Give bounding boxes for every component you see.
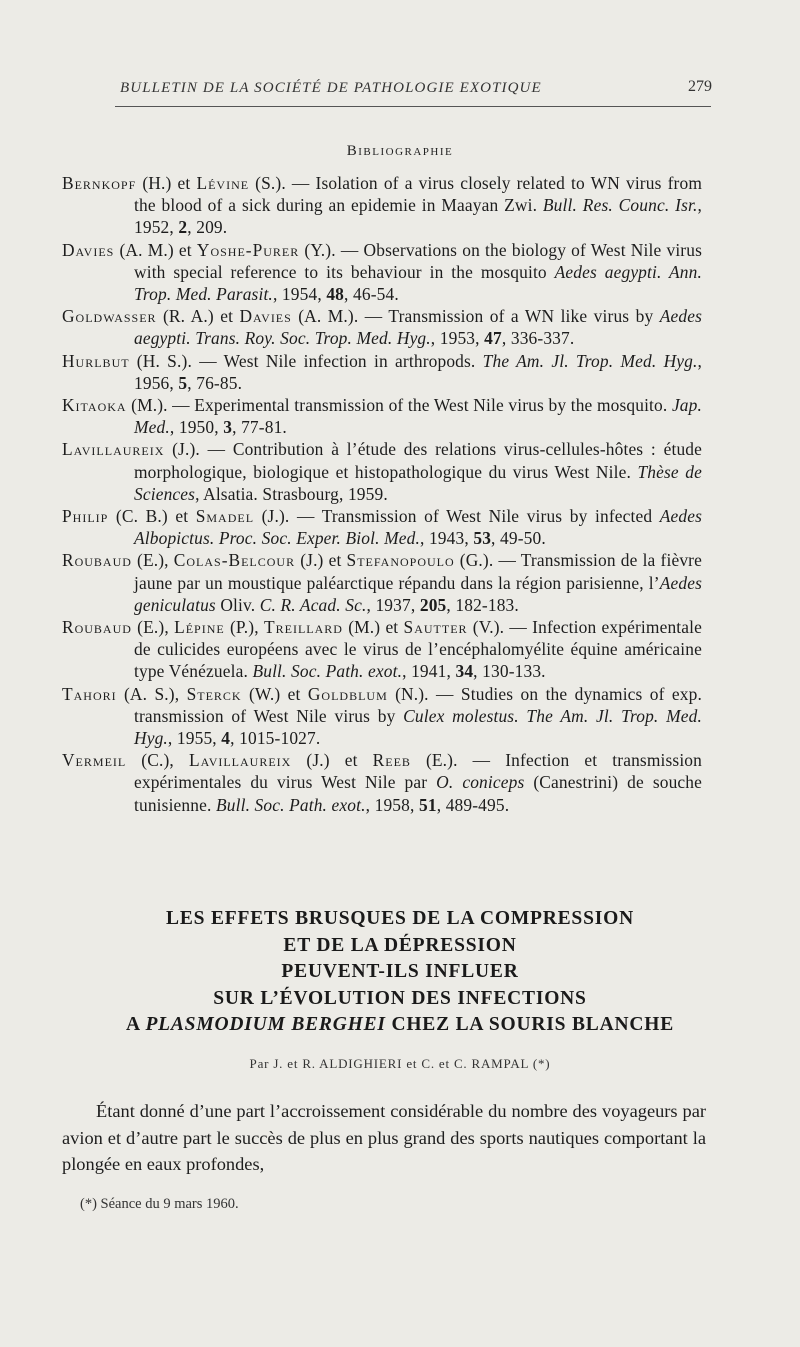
reference-text: , 1958, xyxy=(365,794,419,815)
page-range: , 76-85. xyxy=(187,372,243,393)
reference-text: — Infection et transmission expérimentales du virus West Nile par xyxy=(134,750,703,793)
author-initials: (N.). xyxy=(387,683,429,704)
journal-title: Thèse de Sciences xyxy=(134,461,702,504)
volume-number: 53 xyxy=(473,528,492,549)
journal-title: Aedes Albopictus. Proc. Soc. Exper. Biol. Med. xyxy=(134,506,703,549)
author-initials: (J.) et xyxy=(295,550,347,571)
volume-number: 34 xyxy=(455,661,474,682)
author-name: Lépine xyxy=(174,617,225,638)
page-range: , 77-81. xyxy=(232,417,287,438)
footnote: (*) Séance du 9 mars 1960. xyxy=(80,1196,239,1212)
author-name: Davies xyxy=(62,239,115,260)
reference-text: , 1953, xyxy=(430,328,485,349)
reference-text: — Infection expérimentale de culicides européens avec le virus de l’encéphalomyélite équine américaine type Vénézuela. xyxy=(134,617,702,682)
running-header xyxy=(112,76,712,102)
reference-entry xyxy=(62,438,702,505)
reference-text: — Transmission of West Nile virus by infected xyxy=(289,506,660,527)
author-initials: (W.) et xyxy=(241,683,308,704)
reference-entry xyxy=(62,749,702,816)
author-name: Philip xyxy=(62,506,109,527)
author-initials: (A. M.). xyxy=(291,306,359,327)
page-number: 279 xyxy=(688,78,712,95)
author-name: Smadel xyxy=(195,506,255,527)
author-initials: (C.), xyxy=(126,750,189,771)
author-name: Colas-Belcour xyxy=(173,550,296,571)
reference-entry xyxy=(62,305,702,349)
reference-text: , 1954, xyxy=(272,284,327,305)
volume-number: 4 xyxy=(221,728,231,749)
title-prefix: A xyxy=(125,1014,146,1035)
author-initials: (J.) et xyxy=(291,750,373,771)
journal-title: Aedes aegypti. Ann. Trop. Med. Parasit. xyxy=(134,261,702,305)
reference-text: Oliv. xyxy=(215,594,260,615)
page-range: , 49-50. xyxy=(491,528,546,549)
reference-entry xyxy=(62,350,702,394)
title-line xyxy=(0,1012,800,1039)
author-name: Stefanopoulo xyxy=(346,550,455,571)
author-initials: (M.) et xyxy=(342,617,404,638)
page-range: , 489-495. xyxy=(436,794,510,815)
volume-number: 47 xyxy=(484,328,502,349)
author-initials: (A. S.), xyxy=(116,683,187,704)
reference-text: — Experimental transmission of the West Nile virus by the mosquito. xyxy=(167,395,672,416)
author-initials: (M.). xyxy=(126,395,168,416)
author-initials: (P.), xyxy=(224,617,264,638)
author-name: Treillard xyxy=(264,617,343,638)
author-initials: (H.) et xyxy=(136,173,197,193)
reference-text: — Studies on the dynamics of exp. transmission of West Nile virus by xyxy=(134,683,702,726)
author-initials: (E.), xyxy=(131,617,175,638)
reference-text: , 1956, xyxy=(134,350,702,393)
reference-text: — Isolation of a virus closely related to WN virus from the blood of a sick during an epidemie in Maayan Zwi. xyxy=(134,173,702,216)
author-name: Lavillaureix xyxy=(62,439,165,460)
journal-title: O. coniceps xyxy=(436,772,525,793)
author-initials: (G.). xyxy=(454,550,494,571)
author-initials: (E.), xyxy=(131,550,174,571)
reference-entry xyxy=(62,394,702,438)
reference-entry xyxy=(62,616,702,683)
reference-entry xyxy=(62,683,702,750)
author-initials: (S.). xyxy=(249,173,286,193)
reference-text: (Canestrini) de souche tunisienne. xyxy=(134,772,703,815)
author-initials: (J.). xyxy=(164,439,200,460)
author-name: Lavillaureix xyxy=(188,750,292,771)
reference-text: , 1937, xyxy=(366,594,420,615)
author-initials: (A. M.) et xyxy=(114,239,197,260)
reference-text: — West Nile infection in arthropods. xyxy=(191,350,483,371)
author-name: Goldwasser xyxy=(62,306,157,327)
volume-number: 3 xyxy=(223,417,233,438)
volume-number: 5 xyxy=(178,372,188,393)
running-title: BULLETIN DE LA SOCIÉTÉ DE PATHOLOGIE EXOTIQUE xyxy=(120,80,542,96)
author-name: Hurlbut xyxy=(62,350,130,371)
reference-text: — Transmission de la fièvre jaune par un moustique paléarctique répandu dans la région parisienne, l’ xyxy=(134,550,702,593)
page-range: , 336-337. xyxy=(501,328,575,349)
page-range: , 130-133. xyxy=(473,661,546,682)
reference-entry xyxy=(62,549,702,616)
journal-title: The Am. Jl. Trop. Med. Hyg. xyxy=(482,350,698,371)
author-name: Lévine xyxy=(196,173,250,193)
author-initials: (C. B.) et xyxy=(108,506,196,527)
journal-title: Culex molestus. The Am. Jl. Trop. Med. Hyg. xyxy=(134,705,702,749)
reference-text: — Transmission of a WN like virus by xyxy=(358,306,660,327)
author-name: Reeb xyxy=(372,750,411,771)
reference-entry xyxy=(62,505,702,549)
author-initials: (Y.). xyxy=(299,239,336,260)
footnote-rule xyxy=(62,1189,706,1190)
reference-text: — Contribution à l’étude des relations virus-cellules-hôtes : étude morphologique, biologique et histopathologique du virus West Nile. xyxy=(134,439,703,482)
author-name: Goldblum xyxy=(307,683,388,704)
reference-text: , 1941, xyxy=(402,661,456,682)
author-name: Roubaud xyxy=(62,550,132,571)
reference-entry xyxy=(62,239,702,306)
article-title xyxy=(0,906,800,1039)
reference-entry xyxy=(62,172,702,239)
author-initials: (R. A.) et xyxy=(156,306,240,327)
header-rule xyxy=(115,106,711,107)
author-name: Kitaoka xyxy=(62,395,127,416)
author-initials: (E.). xyxy=(410,750,458,771)
author-name: Yoshe-Purer xyxy=(196,239,300,260)
article-authors: Par J. et R. ALDIGHIERI et C. et C. RAMPAL (*) xyxy=(249,1056,551,1071)
author-initials: (J.). xyxy=(254,506,290,527)
reference-text: , Alsatia. Strasbourg, 1959. xyxy=(195,483,388,504)
volume-number: 2 xyxy=(178,217,188,238)
reference-text: , 1950, xyxy=(169,417,224,438)
journal-title: C. R. Acad. Sc. xyxy=(259,594,367,615)
journal-title: Aedes aegypti. Trans. Roy. Soc. Trop. Med. Hyg. xyxy=(134,306,703,349)
reference-text: , 1952, xyxy=(134,195,702,238)
author-initials: (H. S.). xyxy=(129,350,192,371)
volume-number: 51 xyxy=(419,794,437,815)
journal-title: Bull. Res. Counc. Isr. xyxy=(542,195,698,216)
author-name: Vermeil xyxy=(62,750,127,771)
reference-text: — Observations on the biology of West Nile virus with special reference to its behaviour in the mosquito xyxy=(134,239,703,282)
reference-text: , 1955, xyxy=(167,728,222,749)
volume-number: 205 xyxy=(419,594,447,615)
title-line: LES EFFETS BRUSQUES DE LA COMPRESSION xyxy=(166,908,634,929)
journal-title: Bull. Soc. Path. exot. xyxy=(215,794,366,815)
page-range: , 182-183. xyxy=(446,594,519,615)
journal-title: Aedes geniculatus xyxy=(134,572,702,615)
author-name: Roubaud xyxy=(62,617,132,638)
bibliography-heading: Bibliographie xyxy=(346,143,454,159)
page-range: , 209. xyxy=(187,217,228,238)
title-line: PEUVENT-ILS INFLUER xyxy=(281,961,519,982)
author-name: Davies xyxy=(239,306,292,327)
reference-text: , 1943, xyxy=(419,528,474,549)
author-name: Tahori xyxy=(62,683,117,704)
reference-list xyxy=(62,172,702,816)
title-species: PLASMODIUM BERGHEI xyxy=(145,1014,386,1035)
author-name: Bernkopf xyxy=(62,173,137,193)
volume-number: 48 xyxy=(326,284,345,305)
journal-title: Bull. Soc. Path. exot. xyxy=(252,661,403,682)
author-name: Sterck xyxy=(186,683,242,704)
article-body: Étant donné d’une part l’accroissement considérable du nombre des voyageurs par avion et d’autre part le succès de plus en plus grand des sports nautiques comportant la plongée en eaux profondes, xyxy=(62,1101,706,1174)
page-range: , 1015-1027. xyxy=(230,728,321,749)
title-suffix: CHEZ LA SOURIS BLANCHE xyxy=(385,1014,675,1035)
title-line: ET DE LA DÉPRESSION xyxy=(283,934,517,956)
author-name: Sautter xyxy=(403,617,468,638)
author-initials: (V.). xyxy=(467,617,505,638)
journal-title: Jap. Med. xyxy=(134,395,702,438)
page-range: , 46-54. xyxy=(344,284,399,305)
title-line: SUR L’ÉVOLUTION DES INFECTIONS xyxy=(213,987,587,1009)
